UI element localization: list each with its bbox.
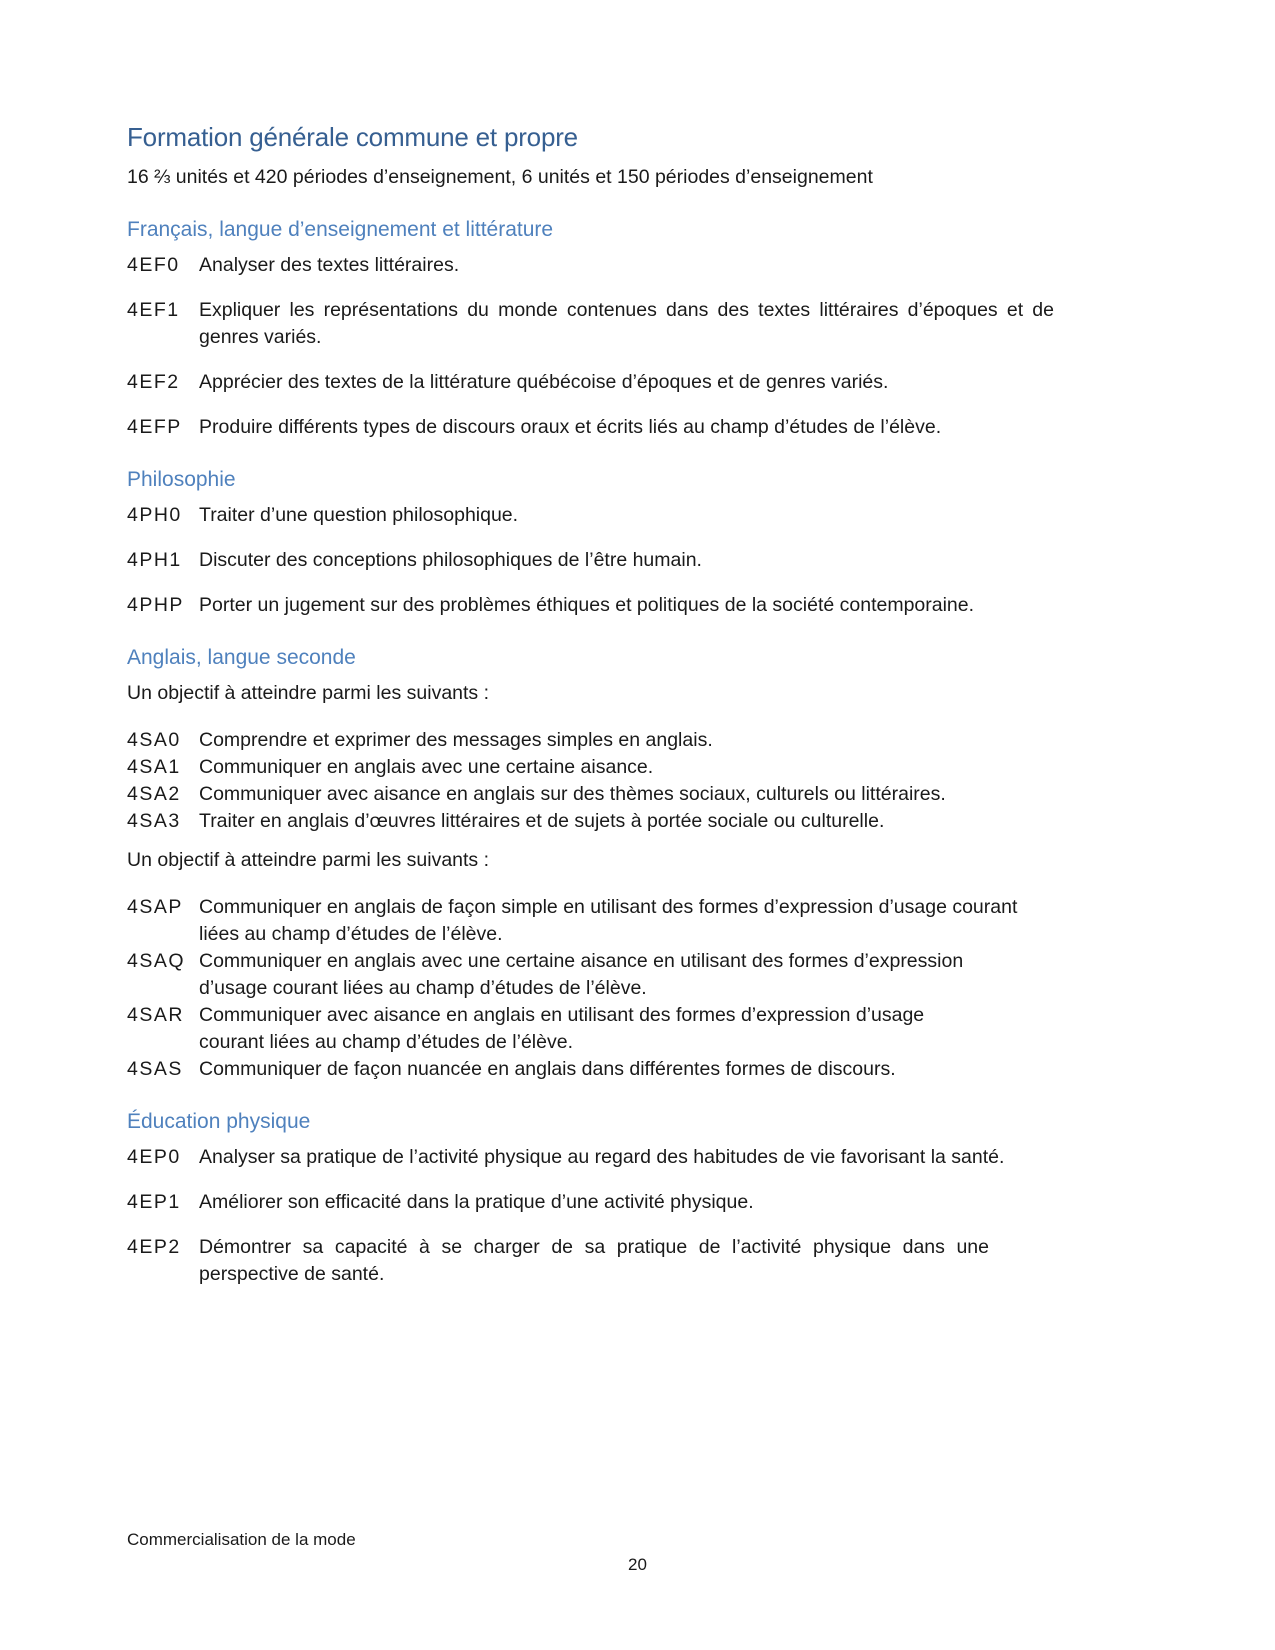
objective-row	[127, 948, 1090, 1002]
objective-row	[127, 252, 1090, 279]
section-heading-anglais: Anglais, langue seconde	[127, 646, 356, 669]
objective-row	[127, 894, 1090, 948]
objective-text: Démontrer sa capacité à se charger de sa pratique de l’activité physique dans une perspective de santé.	[199, 1236, 989, 1285]
objective-row	[127, 1189, 1090, 1216]
objective-code: 4SAR	[127, 1004, 184, 1026]
objective-text: Produire différents types de discours oraux et écrits liés au champ d’études de l’élève.	[199, 416, 942, 438]
objective-code: 4SA2	[127, 783, 181, 805]
objective-code: 4SAS	[127, 1058, 183, 1080]
objective-row	[127, 1234, 1090, 1288]
section-heading-education-physique: Éducation physique	[127, 1110, 311, 1133]
objective-row	[127, 414, 1090, 441]
objective-text: Analyser des textes littéraires.	[199, 254, 460, 276]
objective-row	[127, 592, 1090, 619]
objective-code: 4EP2	[127, 1236, 181, 1258]
objective-code: 4SA0	[127, 729, 181, 751]
anglais-intro-2: Un objectif à atteindre parmi les suivants :	[127, 849, 490, 871]
objective-code: 4EF1	[127, 299, 180, 321]
objective-code: 4SA1	[127, 756, 181, 778]
objective-text: Discuter des conceptions philosophiques de l’être humain.	[199, 549, 702, 571]
anglais-intro-1: Un objectif à atteindre parmi les suivants :	[127, 682, 490, 704]
footer-program-name: Commercialisation de la mode	[127, 1530, 356, 1549]
objective-code: 4PH0	[127, 504, 182, 526]
page-content	[127, 121, 1090, 1288]
objective-code: 4SAP	[127, 896, 183, 918]
objective-code: 4SA3	[127, 810, 181, 832]
objective-code: 4SAQ	[127, 950, 186, 972]
objective-text: Traiter en anglais d’œuvres littéraires et de sujets à portée sociale ou culturelle.	[199, 810, 885, 832]
objective-row	[127, 547, 1090, 574]
objective-code: 4EF0	[127, 254, 180, 276]
objective-row	[127, 754, 1090, 781]
footer-page-number: 20	[628, 1555, 647, 1574]
objective-row	[127, 297, 1090, 351]
objective-code: 4EP1	[127, 1191, 181, 1213]
section-heading-francais: Français, langue d’enseignement et littérature	[127, 218, 554, 241]
objective-text: Analyser sa pratique de l’activité physique au regard des habitudes de vie favorisant la santé.	[199, 1146, 1005, 1168]
anglais-group-1	[127, 727, 1090, 835]
objective-text: Porter un jugement sur des problèmes éthiques et politiques de la société contemporaine.	[199, 594, 975, 616]
objective-row	[127, 808, 1090, 835]
objective-code: 4EF2	[127, 371, 180, 393]
objective-row	[127, 369, 1090, 396]
objective-row	[127, 1056, 1090, 1083]
objective-text: Communiquer de façon nuancée en anglais dans différentes formes de discours.	[199, 1058, 896, 1080]
objective-row	[127, 502, 1090, 529]
objective-text: Communiquer en anglais avec une certaine aisance.	[199, 756, 654, 778]
objective-row	[127, 1002, 1090, 1056]
objective-text: Comprendre et exprimer des messages simples en anglais.	[199, 729, 713, 751]
objective-code: 4EFP	[127, 416, 182, 438]
anglais-group-2	[127, 894, 1090, 1083]
objective-row	[127, 781, 1090, 808]
objective-row	[127, 727, 1090, 754]
objective-code: 4PH1	[127, 549, 182, 571]
objective-text: Communiquer avec aisance en anglais sur des thèmes sociaux, culturels ou littéraires.	[199, 783, 946, 805]
objective-text: Améliorer son efficacité dans la pratique d’une activité physique.	[199, 1191, 754, 1213]
section-heading-philosophie: Philosophie	[127, 468, 236, 491]
objective-code: 4PHP	[127, 594, 184, 616]
objective-text: Traiter d’une question philosophique.	[199, 504, 519, 526]
objective-code: 4EP0	[127, 1146, 181, 1168]
objective-text: Apprécier des textes de la littérature québécoise d’époques et de genres variés.	[199, 371, 889, 393]
objective-row	[127, 1144, 1090, 1171]
objective-text: Communiquer en anglais de façon simple en utilisant des formes d’expression d’usage courant liées au champ d’études de l’élève.	[199, 896, 1018, 945]
objective-text: Communiquer en anglais avec une certaine aisance en utilisant des formes d’expression d’usage courant liées au champ d’études de l’élève.	[199, 950, 964, 999]
units-line: 16 ⅔ unités et 420 périodes d’enseignement, 6 unités et 150 périodes d’enseignement	[127, 166, 873, 188]
page-title: Formation générale commune et propre	[127, 122, 578, 152]
objective-text: Communiquer avec aisance en anglais en utilisant des formes d’expression d’usage courant liées au champ d’études de l’élève.	[199, 1004, 925, 1053]
objective-text: Expliquer les représentations du monde contenues dans des textes littéraires d’époques et de genres variés.	[199, 299, 1054, 348]
